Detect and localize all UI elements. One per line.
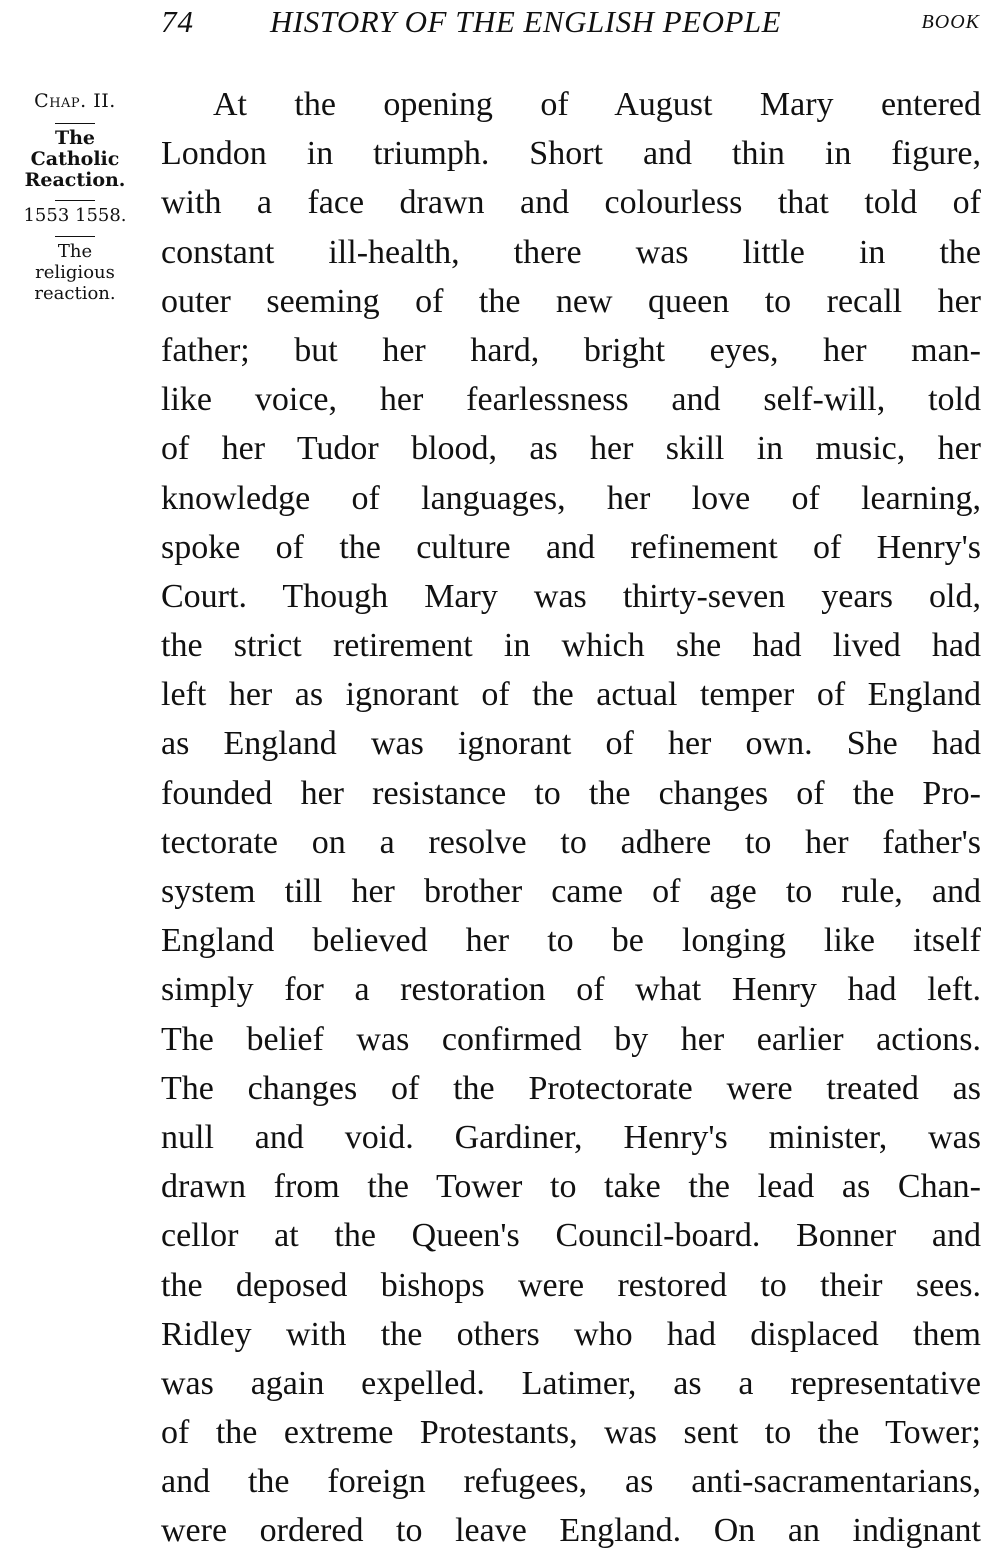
text-line: of her Tudor blood, as her skill in music, her: [161, 430, 981, 468]
text-line: simply for a restoration of what Henry had left.: [161, 971, 981, 1009]
text-line: like voice, her fearlessness and self-will, told: [161, 381, 981, 419]
text-line: spoke of the culture and refinement of Henry's: [161, 528, 981, 566]
side-rule: [55, 236, 95, 237]
side-rule: [55, 123, 95, 124]
page-number: 74: [161, 4, 194, 39]
text-line: system till her brother came of age to rule, and: [161, 873, 981, 910]
text-line: cellor at the Queen's Council-board. Bonner and: [161, 1217, 981, 1255]
body-text: [161, 80, 981, 1556]
text-line: were ordered to leave England. On an indignant: [161, 1512, 981, 1550]
subtopic-line: religious: [35, 262, 115, 283]
running-title: HISTORY OF THE ENGLISH PEOPLE: [270, 4, 782, 39]
text-line: null and void. Gardiner, Henry's minister, was: [161, 1118, 981, 1156]
topic-line: Reaction.: [24, 169, 126, 191]
text-line: of the extreme Protestants, was sent to the Tower;: [161, 1414, 981, 1452]
text-line: outer seeming of the new queen to recall her: [161, 282, 981, 320]
text-line: Court. Though Mary was thirty-seven years old,: [161, 577, 981, 615]
topic-line: The: [54, 127, 96, 149]
text-line: with a face drawn and colourless that told of: [161, 184, 981, 222]
text-line: England believed her to be longing like itself: [161, 922, 981, 960]
text-line: drawn from the Tower to take the lead as Chan-: [161, 1168, 981, 1206]
text-line: left her as ignorant of the actual temper of England: [161, 676, 981, 714]
side-rule: [55, 200, 95, 201]
text-line: father; but her hard, bright eyes, her man-: [161, 331, 981, 369]
text-line: At the opening of August Mary entered: [213, 86, 981, 123]
date-range: 1553 1558.: [23, 205, 127, 226]
text-line: founded her resistance to the changes of the Pro-: [161, 774, 981, 812]
text-line: The belief was confirmed by her earlier actions.: [161, 1020, 981, 1058]
text-line: and the foreign refugees, as anti-sacramentarians,: [161, 1463, 981, 1501]
text-line: the strict retirement in which she had lived had: [161, 627, 981, 665]
text-line: tectorate on a resolve to adhere to her father's: [161, 823, 981, 861]
text-line: Ridley with the others who had displaced them: [161, 1315, 981, 1353]
text-line: London in triumph. Short and thin in figure,: [161, 135, 981, 173]
text-line: was again expelled. Latimer, as a representative: [161, 1364, 981, 1402]
text-line: knowledge of languages, her love of learning,: [161, 479, 981, 517]
text-line: as England was ignorant of her own. She had: [161, 725, 981, 763]
chapter-label: Chap. II.: [34, 90, 116, 112]
text-line: constant ill-health, there was little in the: [161, 233, 981, 271]
book-label: BOOK: [921, 11, 980, 33]
text-line: The changes of the Protectorate were treated as: [161, 1069, 981, 1107]
subtopic-line: The: [57, 241, 93, 262]
text-line: the deposed bishops were restored to their sees.: [161, 1266, 981, 1304]
side-notes: [14, 88, 136, 304]
subtopic-line: reaction.: [34, 283, 116, 304]
topic-line: Catholic: [30, 148, 120, 170]
